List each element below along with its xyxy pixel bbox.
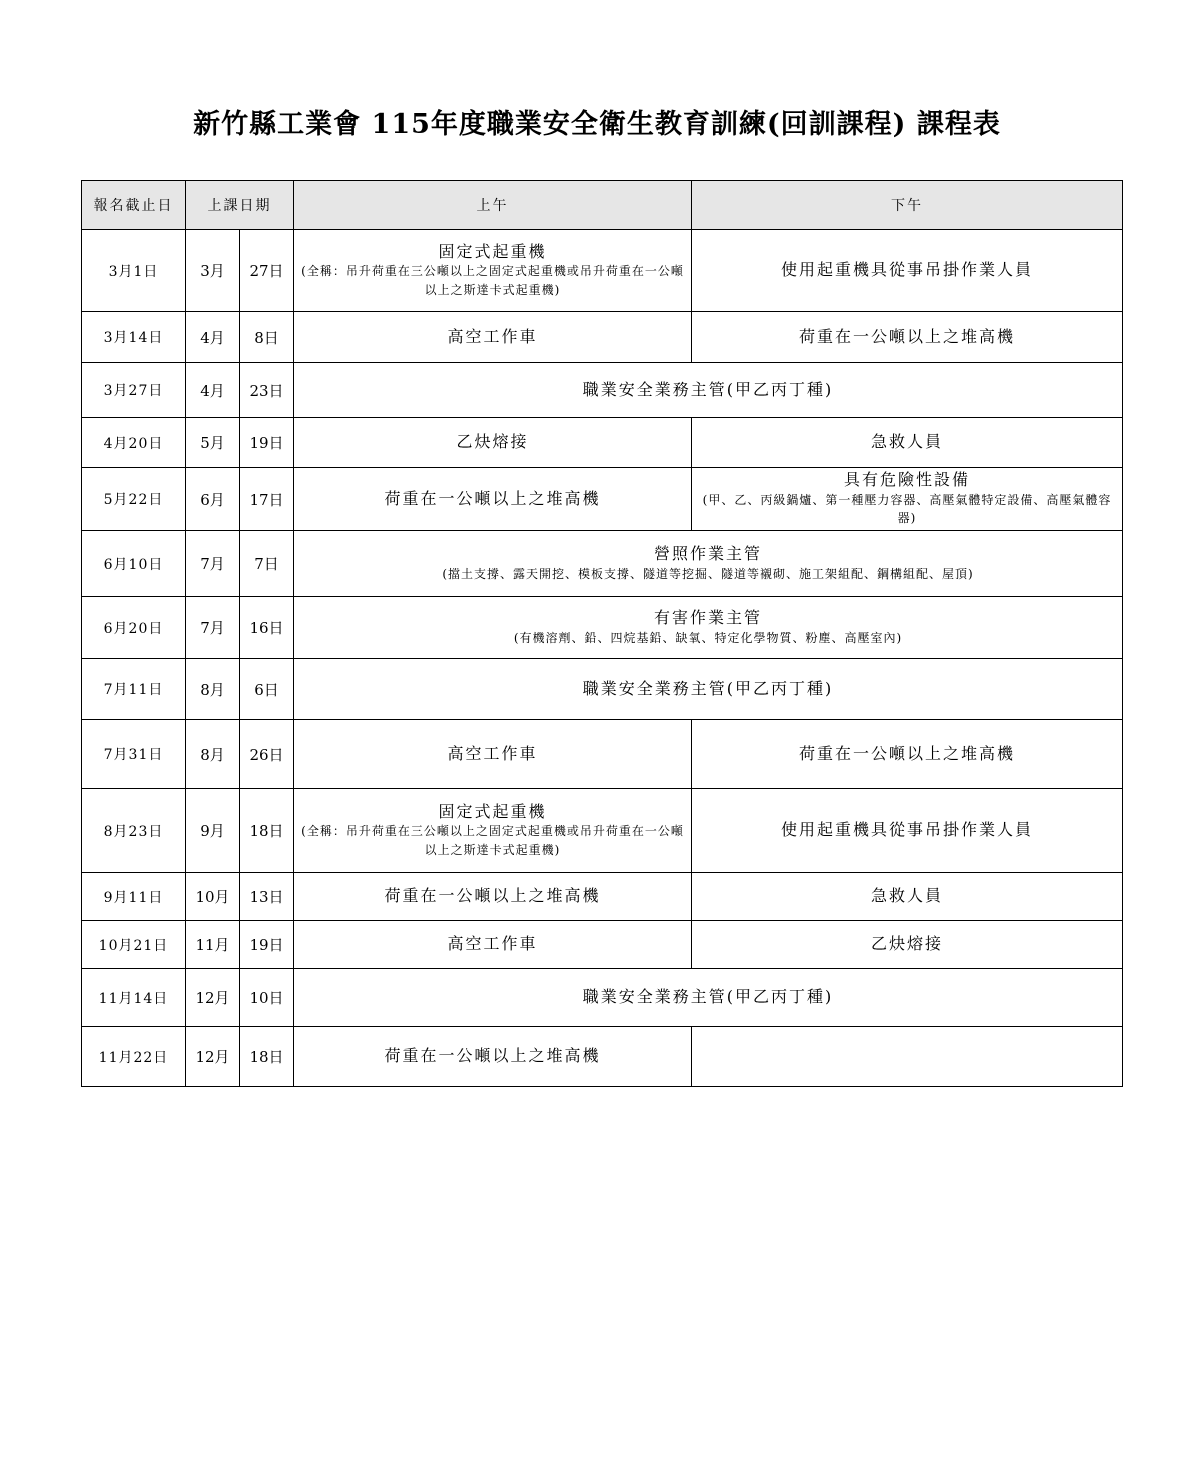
course-cell-afternoon [692, 230, 1123, 312]
course-name: 急救人員 [870, 886, 943, 906]
table-row [82, 969, 1123, 1027]
course-cell-morning [294, 468, 692, 531]
course-cell-full-day [294, 531, 1123, 597]
day-cell: 19日 [240, 921, 294, 969]
course-cell-morning [294, 312, 692, 363]
month-cell: 9月 [186, 789, 240, 873]
course-note: (全稱：吊升荷重在三公噸以上之固定式起重機或吊升荷重在一公噸以上之斯達卡式起重機) [301, 824, 684, 857]
day-cell: 7日 [240, 531, 294, 597]
course-name: 固定式起重機 [438, 801, 547, 821]
deadline-cell: 3月14日 [82, 312, 186, 363]
schedule-body [82, 230, 1123, 1087]
course-cell-afternoon [692, 873, 1123, 921]
month-cell: 6月 [186, 468, 240, 531]
day-cell: 17日 [240, 468, 294, 531]
course-cell-afternoon [692, 720, 1123, 789]
course-name: 營照作業主管 [653, 543, 762, 563]
course-name: 荷重在一公噸以上之堆高機 [798, 326, 1015, 346]
deadline-cell: 4月20日 [82, 418, 186, 468]
course-name: 固定式起重機 [438, 241, 547, 261]
month-cell: 10月 [186, 873, 240, 921]
course-cell-morning [294, 418, 692, 468]
course-name: 荷重在一公噸以上之堆高機 [384, 886, 601, 906]
course-name: 使用起重機具從事吊掛作業人員 [780, 820, 1033, 840]
course-name: 職業安全業務主管(甲乙丙丁種) [582, 678, 834, 698]
course-cell-afternoon [692, 789, 1123, 873]
header-deadline: 報名截止日 [82, 181, 186, 230]
month-cell: 12月 [186, 1027, 240, 1087]
course-cell-morning [294, 1027, 692, 1087]
deadline-cell: 9月11日 [82, 873, 186, 921]
course-cell-morning [294, 720, 692, 789]
course-cell-afternoon [692, 312, 1123, 363]
table-row [82, 468, 1123, 531]
course-cell-full-day [294, 969, 1123, 1027]
table-row [82, 418, 1123, 468]
course-cell-morning [294, 873, 692, 921]
page-title: 新竹縣工業會 115年度職業安全衛生教育訓練(回訓課程) 課程表 [193, 109, 1001, 140]
header-class-date: 上課日期 [186, 181, 294, 230]
deadline-cell: 11月14日 [82, 969, 186, 1027]
month-cell: 7月 [186, 531, 240, 597]
table-row [82, 720, 1123, 789]
day-cell: 19日 [240, 418, 294, 468]
course-cell-morning [294, 921, 692, 969]
table-row [82, 921, 1123, 969]
course-name: 職業安全業務主管(甲乙丙丁種) [582, 987, 834, 1007]
table-row [82, 873, 1123, 921]
course-name: 荷重在一公噸以上之堆高機 [384, 488, 601, 508]
table-row [82, 597, 1123, 659]
course-name: 荷重在一公噸以上之堆高機 [798, 743, 1015, 763]
course-note: (有機溶劑、鉛、四烷基鉛、缺氧、特定化學物質、粉塵、高壓室內) [513, 630, 903, 645]
course-name: 乙炔熔接 [456, 432, 529, 452]
course-cell-afternoon [692, 921, 1123, 969]
course-note: (擋土支撐、露天開挖、模板支撐、隧道等挖掘、隧道等襯砌、施工架組配、鋼構組配、屋頂) [442, 566, 974, 581]
table-row [82, 531, 1123, 597]
header-morning: 上午 [294, 181, 692, 230]
deadline-cell: 7月31日 [82, 720, 186, 789]
table-row [82, 230, 1123, 312]
month-cell: 4月 [186, 312, 240, 363]
course-cell-morning [294, 789, 692, 873]
course-note: (甲、乙、丙級鍋爐、第一種壓力容器、高壓氣體特定設備、高壓氣體容器) [702, 492, 1112, 526]
course-name: 乙炔熔接 [870, 934, 943, 954]
course-name: 職業安全業務主管(甲乙丙丁種) [582, 379, 834, 399]
header-row [82, 181, 1123, 230]
table-row [82, 789, 1123, 873]
table-row [82, 1027, 1123, 1087]
course-cell-afternoon [692, 418, 1123, 468]
month-cell: 11月 [186, 921, 240, 969]
course-name: 高空工作車 [447, 934, 538, 954]
course-name: 荷重在一公噸以上之堆高機 [384, 1046, 601, 1066]
day-cell: 16日 [240, 597, 294, 659]
day-cell: 13日 [240, 873, 294, 921]
month-cell: 8月 [186, 720, 240, 789]
day-cell: 26日 [240, 720, 294, 789]
table-row [82, 312, 1123, 363]
day-cell: 23日 [240, 363, 294, 418]
deadline-cell: 7月11日 [82, 659, 186, 720]
course-name: 使用起重機具從事吊掛作業人員 [780, 260, 1033, 280]
course-name: 急救人員 [870, 432, 943, 452]
course-cell-afternoon [692, 1027, 1123, 1087]
course-cell-full-day [294, 659, 1123, 720]
month-cell: 12月 [186, 969, 240, 1027]
course-cell-morning [294, 230, 692, 312]
course-name: 高空工作車 [447, 743, 538, 763]
deadline-cell: 10月21日 [82, 921, 186, 969]
day-cell: 8日 [240, 312, 294, 363]
month-cell: 8月 [186, 659, 240, 720]
course-name: 具有危險性設備 [843, 470, 970, 489]
course-name: 有害作業主管 [653, 607, 762, 627]
deadline-cell: 6月20日 [82, 597, 186, 659]
header-afternoon: 下午 [692, 181, 1123, 230]
day-cell: 6日 [240, 659, 294, 720]
month-cell: 5月 [186, 418, 240, 468]
month-cell: 4月 [186, 363, 240, 418]
deadline-cell: 3月27日 [82, 363, 186, 418]
course-note: (全稱：吊升荷重在三公噸以上之固定式起重機或吊升荷重在一公噸以上之斯達卡式起重機) [301, 264, 684, 297]
day-cell: 27日 [240, 230, 294, 312]
day-cell: 18日 [240, 789, 294, 873]
deadline-cell: 8月23日 [82, 789, 186, 873]
table-row [82, 659, 1123, 720]
month-cell: 7月 [186, 597, 240, 659]
course-name: 高空工作車 [447, 326, 538, 346]
course-cell-full-day [294, 597, 1123, 659]
course-cell-afternoon [692, 468, 1123, 531]
deadline-cell: 5月22日 [82, 468, 186, 531]
course-schedule-table [81, 180, 1123, 1087]
day-cell: 10日 [240, 969, 294, 1027]
table-row [82, 363, 1123, 418]
deadline-cell: 3月1日 [82, 230, 186, 312]
month-cell: 3月 [186, 230, 240, 312]
deadline-cell: 11月22日 [82, 1027, 186, 1087]
day-cell: 18日 [240, 1027, 294, 1087]
deadline-cell: 6月10日 [82, 531, 186, 597]
course-cell-full-day [294, 363, 1123, 418]
